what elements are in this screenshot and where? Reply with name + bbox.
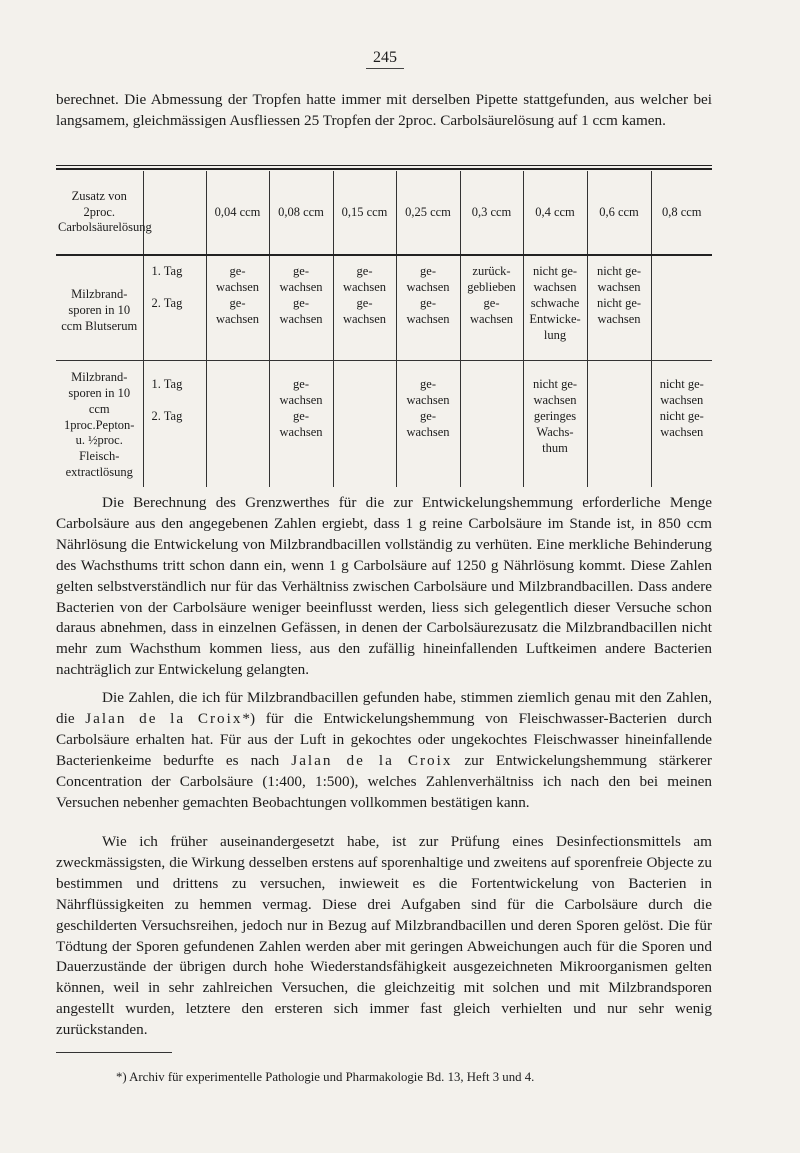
cell-day2 (336, 409, 394, 441)
cell-day1: ge- wachsen (279, 377, 323, 407)
table-cell (206, 361, 269, 488)
cell-day1: ge- wachsen (406, 264, 450, 294)
table-cell (206, 255, 269, 361)
cell-day2: ge- wachsen (342, 296, 387, 326)
paragraph-text: Die Zahlen, die ich für Milzbrandbacillen gefunden habe, stimmen ziemlich genau mit den Zahlen, die (56, 689, 712, 727)
day-cell (143, 361, 206, 488)
column-header: 0,15 ccm (333, 171, 396, 255)
table-cell (333, 255, 396, 361)
column-header: 0,6 ccm (587, 171, 651, 255)
cell-day2: geringes Wachs- thum (533, 409, 577, 455)
cell-day1 (463, 377, 521, 409)
table-cell (396, 361, 460, 488)
cell-day2: nicht ge- wachsen (659, 409, 704, 439)
table-cell (651, 361, 712, 488)
cell-day2: ge- wachsen (469, 296, 514, 326)
cell-day1: ge- wachsen (406, 377, 450, 407)
cell-day1 (209, 377, 267, 409)
table-group-row (56, 361, 712, 488)
table-cell (396, 255, 460, 361)
day-label: 1. Tag (151, 377, 183, 391)
cell-day1: ge- wachsen (279, 264, 323, 294)
table-cell (651, 255, 712, 361)
table-group-row (56, 255, 712, 361)
group-label: Milzbrandsporen in 10 ccm Blutserum (56, 255, 143, 361)
paragraph-text: *) für die Entwickelungshemmung von Fleischwasser-Bacterien durch Carbolsäure erhalten hat. Für aus der Luft in gekochtes oder ungekochtes Fleischwasser hineinfallende Bacterienkeime bedurfte es nach (56, 709, 712, 769)
group-label: Milzbrandsporen in 10 ccm 1proc.Pepton- u. ½proc. Fleischextractlösung (64, 370, 135, 479)
body-paragraph-3: Wie ich früher auseinandergesetzt habe, ist zur Prüfung eines Desinfectionsmittels am zweckmässigsten, die Wirkung desselben erstens auf sporenhaltige und zweitens auf sporenfreie Objecte zu bestimmen und drittens zu versuchen, inwieweit es die Fortentwickelung von Bacterien in Nährflüssigkeiten zu hemmen vermag. Diese drei Aufgaben sind für die Carbolsäure durch die geschilderten Versuchsreihen, jedoch nur in Bezug auf Milzbrandbacillen und deren Sporen gelöst. Die für Tödtung der Sporen gefundenen Zahlen werden aber mit geringen Abweichungen auch für die Sporen und Dauerzustände der übrigen durch hohe Wiederstandsfähigkeit ausgezeichneten Mikroorganismen gelten können, weil in sehr zahlreichen Versuchen, die gleichzeitig mit solchen und mit Milzbrandsporen angestellt wurden, letztere den ersteren sich immer fast gleich verhielten und nur sehr wenig zurückstanden. (56, 833, 712, 1039)
header-day-column (143, 171, 206, 255)
cell-day1: nicht ge- wachsen (659, 377, 704, 407)
day-label: 2. Tag (151, 409, 183, 423)
cell-day2: schwache Entwicke- lung (529, 296, 581, 342)
table-cell (269, 255, 333, 361)
body-paragraph-2 (56, 688, 712, 813)
table-cell (460, 361, 523, 488)
table-cell (523, 255, 587, 361)
cell-day1: ge- wachsen (342, 264, 387, 294)
cell-day1: zurück- geblieben (467, 264, 516, 294)
cell-day2: ge- wachsen (406, 296, 450, 326)
column-header: 0,8 ccm (651, 171, 712, 255)
intro-paragraph: berechnet. Die Abmessung der Tropfen hatte immer mit derselben Pipette stattgefunden, aus welcher bei langsamem, gleichmässigen Ausfliessen 25 Tropfen der 2proc. Carbolsäurelösung auf 1 ccm kamen. (56, 91, 712, 129)
cell-day2: ge- wachsen (279, 296, 323, 326)
cell-day1 (654, 264, 711, 296)
page-number: 245 (366, 48, 404, 69)
day-label: 1. Tag (151, 264, 183, 278)
cell-day2: ge- wachsen (215, 296, 260, 326)
table-cell (460, 255, 523, 361)
author-name: Jalan de la Croix (291, 751, 453, 769)
table-header-row (56, 171, 712, 255)
results-table (56, 171, 712, 487)
table-top-rule (56, 165, 712, 166)
cell-day1: nicht ge- wachsen (596, 264, 642, 294)
column-header: 0,08 ccm (269, 171, 333, 255)
table-cell (587, 361, 651, 488)
table-top-rule-thick (56, 168, 712, 170)
cell-day2: nicht ge- wachsen (596, 296, 642, 326)
paragraph-text: zur Entwickelungshemmung stärkerer Concentration der Carbolsäure (1:400, 1:500), welches Zahlenverhältniss ich nach den bei meinen Versuchen nebenher gemachten Beobachtungen vollkommen bestätigen kann. (56, 751, 712, 811)
day-label: 2. Tag (151, 296, 183, 310)
cell-day2 (654, 296, 711, 328)
cell-day1: ge- wachsen (215, 264, 260, 294)
day-cell (143, 255, 206, 361)
cell-day1 (590, 377, 649, 409)
table-cell (269, 361, 333, 488)
cell-day2 (463, 409, 521, 441)
body-paragraph-1: Die Berechnung des Grenzwerthes für die zur Entwickelungshemmung erforderliche Menge Carbolsäure aus den angegebenen Zahlen ergiebt, dass 1 g reine Carbolsäure im Stande ist, in 850 ccm Nährlösung die Entwickelung von Milzbrandbacillen vollständig zu verhüten. Eine merkliche Behinderung des Wachsthums tritt schon dann ein, wenn 1 g Carbolsäure auf 1250 g Nährlösung kommt. Diese Zahlen gelten selbstverständlich nur für das Verhältniss zwischen Carbolsäure und Milzbrandbacillen. Dass andere Bacterien von der Carbolsäure weniger beeinflusst werden, liess sich gelegentlich dieser Versuche schon daraus abnehmen, dass in einzelnen Gefässen, in denen der Carbolsäurezusatz die Milzbrandbacillen nicht mehr zum Wachsthum kommen liess, aus den zufällig hineinfallenden Luftkeimen andere Bacterien nachträglich zur Entwickelung gelangten. (56, 494, 712, 679)
column-header: 0,25 ccm (396, 171, 460, 255)
cell-day2 (209, 409, 267, 441)
footnote: *) Archiv für experimentelle Pathologie und Pharmakologie Bd. 13, Heft 3 und 4. (116, 1070, 535, 1084)
cell-day1 (336, 377, 394, 409)
column-header: 0,3 ccm (460, 171, 523, 255)
footnote-rule (56, 1052, 172, 1053)
cell-day2: ge- wachsen (279, 409, 323, 439)
table-cell (587, 255, 651, 361)
column-header: 0,4 ccm (523, 171, 587, 255)
author-name: Jalan de la Croix (85, 709, 243, 727)
cell-day2: ge- wachsen (406, 409, 450, 439)
cell-day2 (590, 409, 649, 441)
cell-day1: nicht ge- wachsen (532, 377, 578, 407)
cell-day1: nicht ge- wachsen (532, 264, 578, 294)
header-label: Zusatz von 2proc. Carbolsäurelösung (56, 171, 143, 255)
table-cell (333, 361, 396, 488)
column-header: 0,04 ccm (206, 171, 269, 255)
table-cell (523, 361, 587, 488)
